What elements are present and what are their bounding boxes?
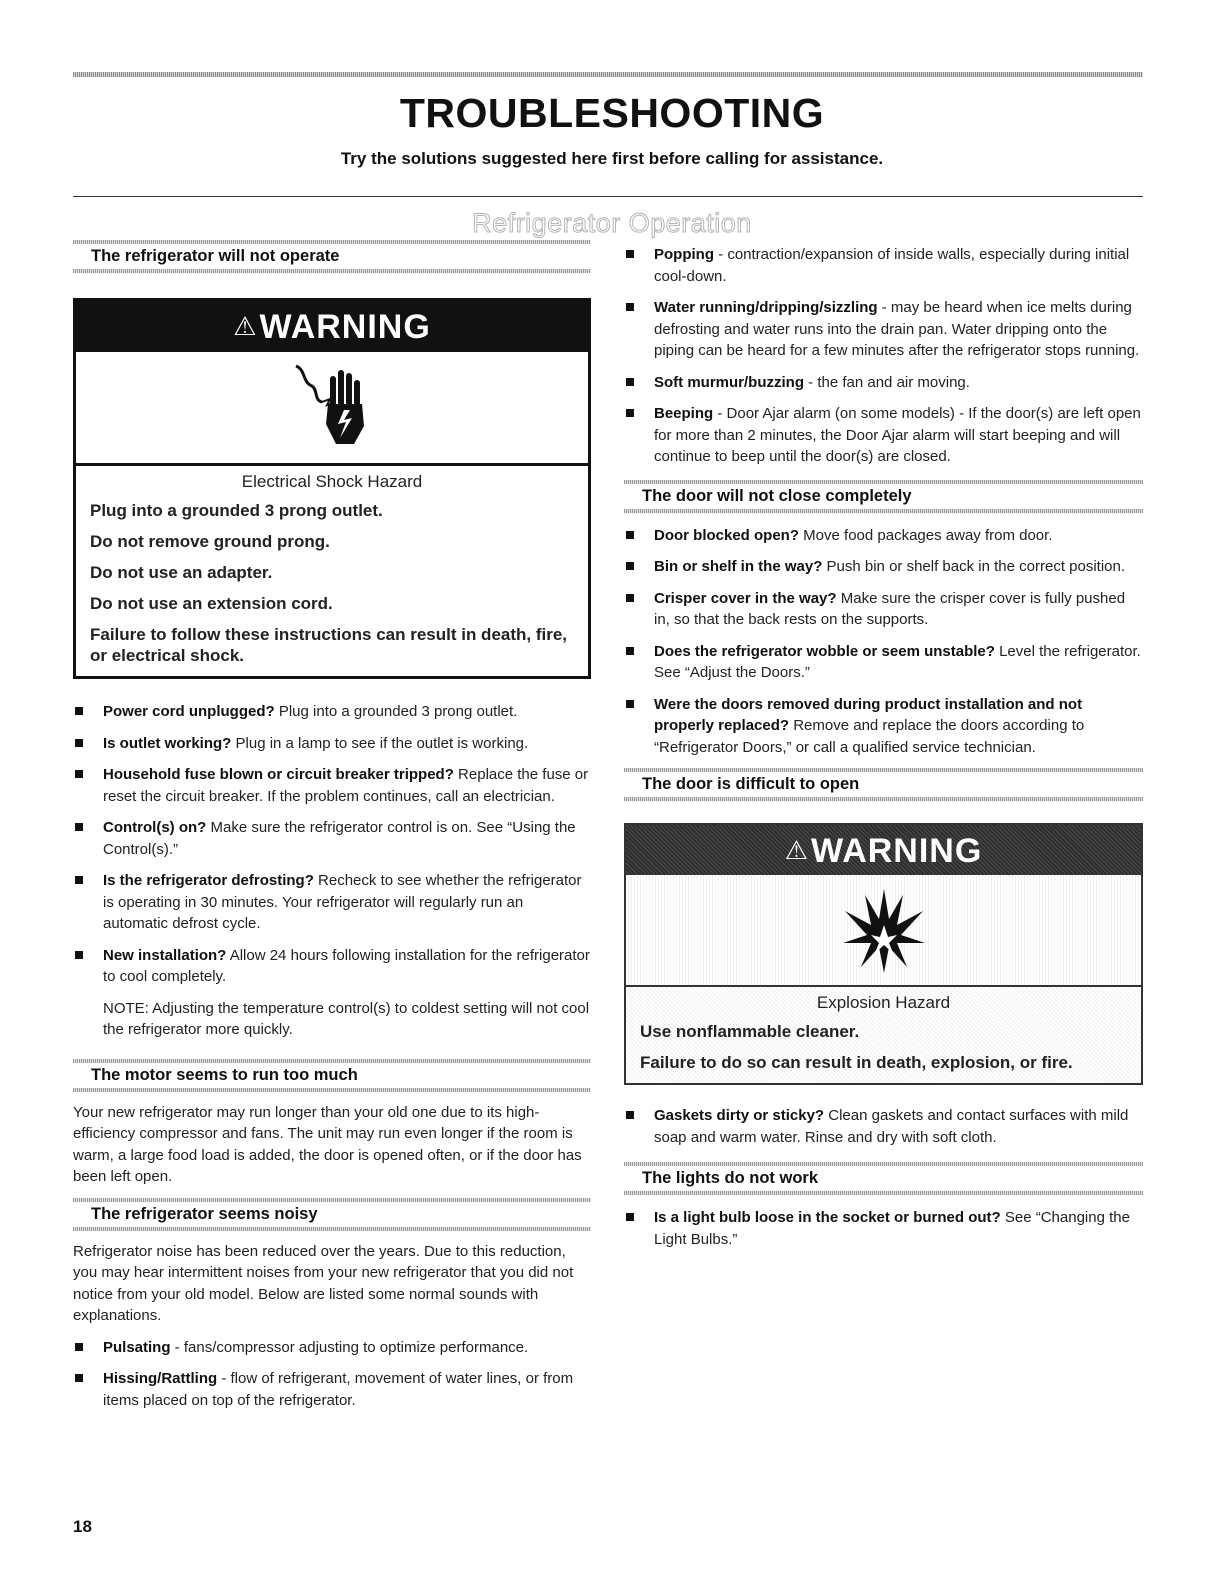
warning-body [76, 466, 588, 676]
noisy-paragraph: Refrigerator noise has been reduced over the years. Due to this reduction, you may hear intermittent noises from your new refrigerator that you did not notice from your old model. Below are listed some normal sounds with explanations. [73, 1242, 574, 1324]
door-close-list [624, 525, 1143, 759]
page-number: 18 [73, 1517, 92, 1536]
warning-line: Do not remove ground prong. [90, 532, 330, 551]
warning-line: Failure to do so can result in death, explosion, or fire. [640, 1053, 1073, 1072]
warning-header [76, 301, 588, 352]
explosion-warning-box [624, 823, 1143, 1085]
electrical-shock-icon [76, 352, 588, 466]
right-column [624, 244, 1143, 1260]
warning-line: Plug into a grounded 3 prong outlet. [90, 501, 383, 520]
section-heading: Refrigerator Operation [472, 208, 752, 238]
hazard-title: Explosion Hazard [816, 993, 951, 1012]
warning-line: Failure to follow these instructions can result in death, fire, or electrical shock. [90, 625, 568, 665]
electrical-warning-box [73, 298, 591, 679]
list-item: Popping - contraction/expansion of inside walls, especially during initial cool-down. [624, 244, 1143, 287]
page-subtitle: Try the solutions suggested here first before calling for assistance. [340, 149, 884, 168]
warning-label: WARNING [259, 308, 431, 346]
list-item: Pulsating - fans/compressor adjusting to optimize performance. [73, 1337, 591, 1359]
noisy-list [73, 1337, 591, 1412]
list-item: Control(s) on? Make sure the refrigerator control is on. See “Using the Control(s).” [73, 817, 591, 860]
list-item: Hissing/Rattling - flow of refrigerant, movement of water lines, or from items placed on top of the refrigerator. [73, 1368, 591, 1411]
list-item: Is outlet working? Plug in a lamp to see if the outlet is working. [73, 733, 591, 755]
list-item: Household fuse blown or circuit breaker tripped? Replace the fuse or reset the circuit breaker. If the problem continues, call an electrician. [73, 764, 591, 807]
page-title: TROUBLESHOOTING [399, 90, 825, 136]
list-item: Does the refrigerator wobble or seem unstable? Level the refrigerator. See “Adjust the Doors.” [624, 641, 1143, 684]
warning-triangle-icon: ⚠ [233, 311, 258, 341]
list-item: Is the refrigerator defrosting? Recheck to see whether the refrigerator is operating in 30 minutes. Your refrigerator will regularly run an automatic defrost cycle. [73, 870, 591, 935]
list-item: Door blocked open? Move food packages away from door. [624, 525, 1143, 547]
list-item: Power cord unplugged? Plug into a grounded 3 prong outlet. [73, 701, 591, 723]
subhead-not-operate: The refrigerator will not operate [73, 240, 591, 273]
list-item: Soft murmur/buzzing - the fan and air moving. [624, 372, 1143, 394]
not-operate-list [73, 701, 591, 988]
list-item: Beeping - Door Ajar alarm (on some models) - If the door(s) are left open for more than 2 minutes, the Door Ajar alarm will start beeping and will continue to beep until the door(s) are closed. [624, 403, 1143, 468]
subhead-door-close: The door will not close completely [624, 480, 1143, 513]
warning-line: Do not use an extension cord. [90, 594, 333, 613]
list-item: Were the doors removed during product installation and not properly replaced? Remove and replace the doors according to “Refrigerator Doors,” or call a qualified service technician. [624, 694, 1143, 759]
lights-list [624, 1207, 1143, 1250]
top-rule [73, 72, 1143, 77]
subhead-noisy: The refrigerator seems noisy [73, 1198, 591, 1231]
list-item: Water running/dripping/sizzling - may be heard when ice melts during defrosting and water runs into the drain pan. Water dripping onto the piping can be heard for a few minutes after the refrigerator stops running. [624, 297, 1143, 362]
explosion-icon [626, 875, 1141, 987]
note-text: NOTE: Adjusting the temperature control(s) to coldest setting will not cool the refrigerator more quickly. [103, 999, 590, 1038]
subhead-motor: The motor seems to run too much [73, 1059, 591, 1092]
list-item: Crisper cover in the way? Make sure the crisper cover is fully pushed in, so that the back rests on the supports. [624, 588, 1143, 631]
noise-list [624, 244, 1143, 468]
list-item: Gaskets dirty or sticky? Clean gaskets and contact surfaces with mild soap and warm water. Rinse and dry with soft cloth. [624, 1105, 1143, 1148]
list-item: Is a light bulb loose in the socket or burned out? See “Changing the Light Bulbs.” [624, 1207, 1143, 1250]
warning-line: Use nonflammable cleaner. [640, 1022, 860, 1041]
warning-triangle-icon: ⚠ [784, 835, 809, 865]
list-item: New installation? Allow 24 hours following installation for the refrigerator to cool completely. [73, 945, 591, 988]
list-item: Bin or shelf in the way? Push bin or shelf back in the correct position. [624, 556, 1143, 578]
header-divider [73, 196, 1143, 197]
subhead-door-open: The door is difficult to open [624, 768, 1143, 801]
subhead-lights: The lights do not work [624, 1162, 1143, 1195]
warning-body [626, 987, 1141, 1083]
motor-paragraph: Your new refrigerator may run longer than your old one due to its high-efficiency compressor and fans. The unit may run even longer if the room is warm, a large food load is added, the door is opened often, or if the door has been left open. [73, 1103, 582, 1185]
warning-label: WARNING [810, 832, 983, 870]
left-column [73, 240, 591, 1421]
warning-header [626, 825, 1141, 875]
warning-line: Do not use an adapter. [90, 563, 273, 582]
hazard-title: Electrical Shock Hazard [241, 472, 423, 491]
door-open-list [624, 1105, 1143, 1148]
